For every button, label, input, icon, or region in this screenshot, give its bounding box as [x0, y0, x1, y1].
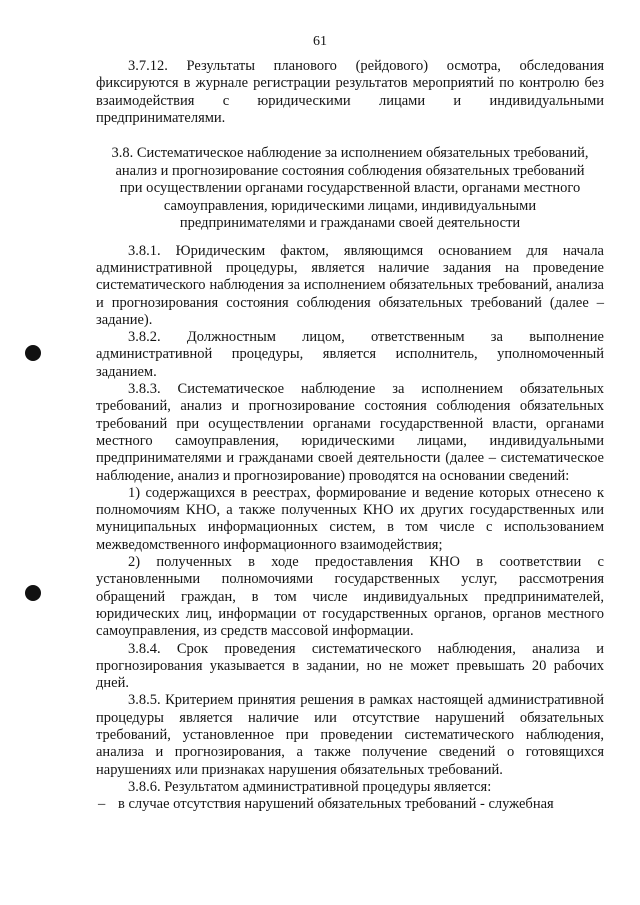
- paragraph-3-8-6: 3.8.6. Результатом административной процедуры является:: [128, 778, 492, 795]
- dash-list-item: [96, 796, 604, 813]
- list-item-2: 2) полученных в ходе предоставления КНО в соответствии с установленными полномочиями государственных услуг, рассмотрения обращений граждан, в том числе индивидуальных предпринимателей, юридических лиц, информации от государственных органов, органов местного самоуправления, из средств массовой информации.: [96, 554, 604, 640]
- paragraph-3-8-5: 3.8.5. Критерием принятия решения в рамках настоящей административной процедуры является наличие или отсутствие нарушений обязательных требований, установленное при проведении систематического наблюдения, анализа и прогнозирования, а также получение сведений о готовящихся нарушениях или признаках нарушения обязательных требований.: [96, 692, 604, 778]
- dash-list-item-text: в случае отсутствия нарушений обязательных требований - служебная: [118, 796, 554, 813]
- page-number: 61: [313, 34, 327, 49]
- paragraph-3-8-2: 3.8.2. Должностным лицом, ответственным за выполнение административной процедуры, является исполнитель, уполномоченный заданием.: [96, 329, 604, 380]
- punch-hole-mark: [25, 345, 41, 361]
- punch-hole-mark: [25, 585, 41, 601]
- list-item-1: 1) содержащихся в реестрах, формирование и ведение которых отнесено к полномочиям КНО, а также полученных КНО их других государственных или муниципальных информационных систем, в том числе с использованием межведомственного информационного взаимодействия;: [96, 484, 604, 553]
- paragraph-3-7-12: 3.7.12. Результаты планового (рейдового) осмотра, обследования фиксируются в журнале регистрации результатов мероприятий по контролю без взаимодействия с юридическими лицами и индивидуальными предпринимателями.: [96, 58, 604, 126]
- paragraph-3-8-4: 3.8.4. Срок проведения систематического наблюдения, анализа и прогнозирования указывается в задании, но не может превышать 20 рабочих дней.: [96, 640, 604, 692]
- dash-marker: –: [98, 796, 106, 813]
- section-heading-3-8: 3.8. Систематическое наблюдение за исполнением обязательных требований, анализ и прогнозирование состояния соблюдения обязательных требований при осуществлении органами государственной власти, органами местного самоуправления, юридическими лицами, индивидуальными предпринимателями и гражданами своей деятельности: [111, 145, 589, 232]
- paragraph-3-8-1: 3.8.1. Юридическим фактом, являющимся основанием для начала административной процедуры, является наличие задания на проведение систематического наблюдения за исполнением обязательных требований, анализа и прогнозирования состояния соблюдения обязательных требований (далее – задание).: [96, 242, 604, 328]
- document-body: [96, 58, 604, 813]
- paragraph-3-8-3: 3.8.3. Систематическое наблюдение за исполнением обязательных требований, анализ и прогнозирование состояния соблюдения обязательных требований при осуществлении органами государственной власти, органами местного самоуправления, юридическими лицами, индивидуальными предпринимателями и гражданами своей деятельности (далее – систематическое наблюдение, анализ и прогнозирование) проводятся на основании сведений:: [96, 381, 604, 484]
